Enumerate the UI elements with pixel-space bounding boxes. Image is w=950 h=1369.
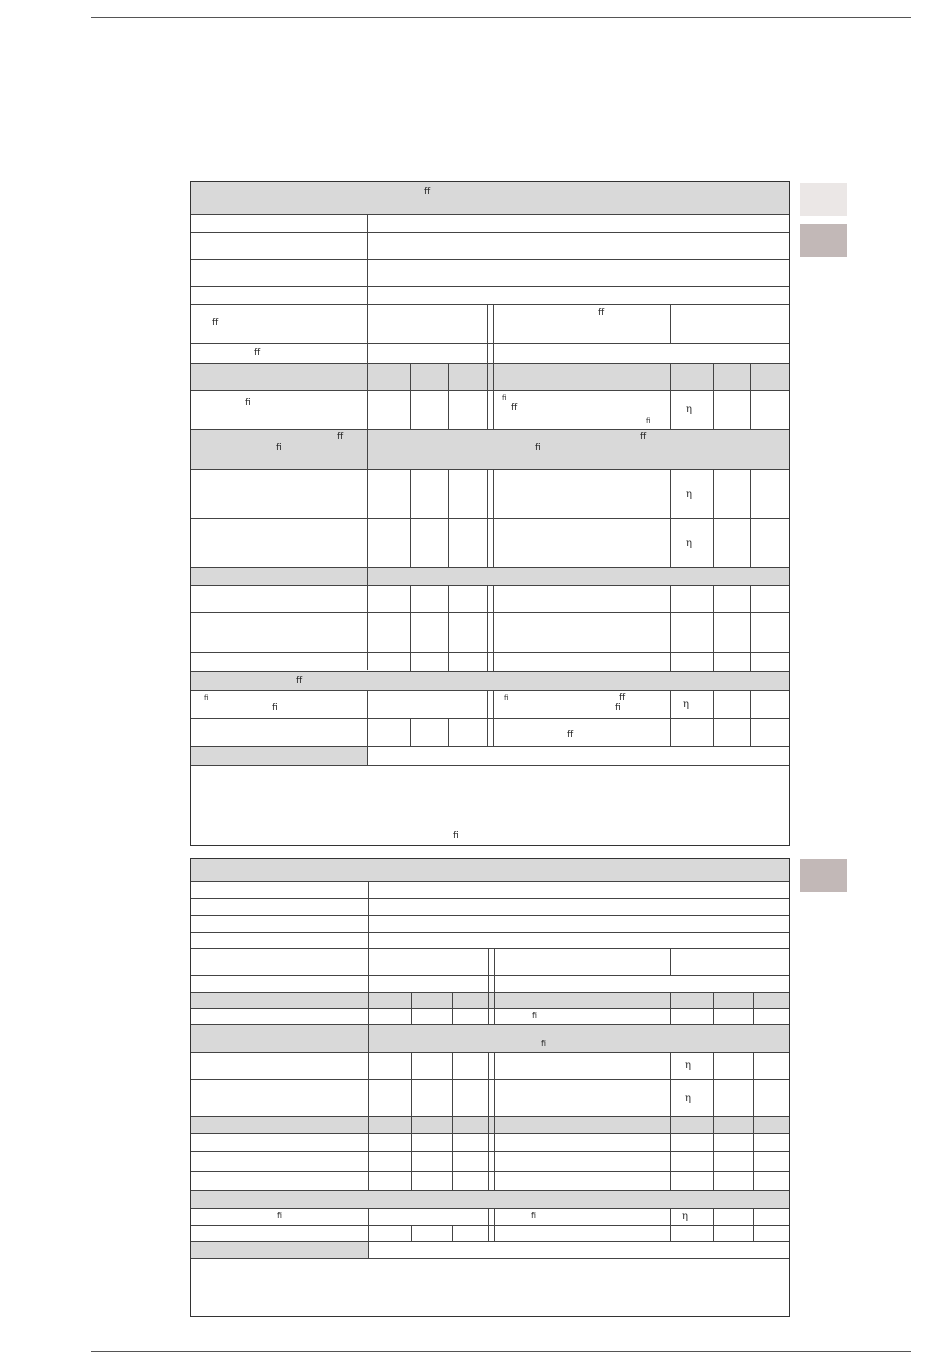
grid-line — [750, 469, 751, 567]
form2-r12-eta: η — [685, 1093, 691, 1104]
grid-line — [488, 1052, 489, 1190]
grid-line — [191, 567, 789, 568]
grid-line — [493, 304, 494, 429]
grid-line — [670, 1208, 671, 1241]
grid-line — [713, 1208, 714, 1241]
grid-line — [191, 1151, 789, 1152]
grid-line — [411, 1225, 412, 1241]
grid-line — [191, 915, 789, 916]
grid-line — [368, 1208, 369, 1258]
bottom-rule — [91, 1351, 911, 1352]
grid-line — [713, 585, 714, 671]
grid-line — [191, 612, 789, 613]
form1-r11-eta: η — [686, 489, 692, 500]
form1-r9-right-glyph-1: fi — [502, 394, 507, 402]
form1-notes-glyph: fi — [453, 831, 459, 841]
grid-line — [448, 585, 449, 671]
grid-line — [191, 518, 789, 519]
grid-line — [191, 881, 789, 882]
grid-line — [493, 469, 494, 567]
grid-line — [191, 1024, 789, 1025]
grid-line — [670, 469, 671, 567]
grid-line — [493, 585, 494, 671]
form1-sec1-right-glyph-2: fi — [535, 443, 541, 453]
grid-line — [191, 1079, 789, 1080]
form1-r9-eta: η — [686, 404, 692, 415]
form1-section-3 — [191, 671, 789, 690]
grid-line — [452, 992, 453, 1024]
grid-line — [670, 992, 671, 1024]
grid-line — [368, 881, 369, 1190]
form2-title-band — [191, 859, 789, 881]
grid-line — [191, 690, 789, 691]
form1-r17-right-glyph-2: ff — [619, 693, 626, 703]
grid-line — [753, 1208, 754, 1241]
grid-line — [488, 1208, 489, 1241]
grid-line — [191, 746, 789, 747]
grid-line — [191, 718, 789, 719]
grid-line — [191, 765, 789, 766]
grid-line — [191, 390, 789, 391]
form1-r17-glyph-1: fi — [204, 694, 209, 702]
grid-line — [410, 363, 411, 429]
grid-line — [191, 992, 789, 993]
grid-line — [487, 304, 488, 429]
form1-section-2 — [191, 567, 789, 585]
form1-r17-glyph-2: fi — [272, 703, 278, 713]
grid-line — [191, 286, 789, 287]
grid-line — [191, 259, 789, 260]
grid-line — [487, 690, 488, 746]
grid-line — [452, 1225, 453, 1241]
form1-r9-right-glyph-3: fi — [646, 417, 651, 425]
form1-r12-eta: η — [686, 538, 692, 549]
form2-footer-label — [191, 1241, 368, 1258]
form2-r17-eta: η — [682, 1211, 688, 1222]
form2-header-row — [191, 992, 789, 1008]
form1-sec1-glyph-1: ff — [337, 432, 344, 442]
grid-line — [191, 898, 789, 899]
grid-line — [670, 363, 671, 429]
form1-r18-right-glyph: ff — [567, 730, 574, 740]
form2-section-3 — [191, 1190, 789, 1208]
grid-line — [448, 718, 449, 746]
form1-header-row — [191, 363, 789, 390]
grid-line — [670, 304, 671, 343]
grid-line — [410, 718, 411, 746]
grid-line — [191, 363, 789, 364]
grid-line — [410, 585, 411, 671]
form2-r9-right-glyph: fi — [532, 1011, 538, 1020]
grid-line — [191, 469, 789, 470]
grid-line — [191, 585, 789, 586]
grid-line — [670, 585, 671, 671]
grid-line — [750, 363, 751, 429]
grid-line — [670, 948, 671, 975]
grid-line — [191, 1052, 789, 1053]
form1-r9-glyph: fi — [245, 398, 251, 408]
grid-line — [452, 1052, 453, 1190]
grid-line — [753, 1052, 754, 1190]
grid-line — [191, 429, 789, 430]
grid-line — [750, 690, 751, 746]
grid-line — [191, 1116, 789, 1117]
side-tab-1[interactable] — [800, 183, 847, 216]
form1-r6-glyph: ff — [212, 318, 219, 328]
grid-line — [191, 304, 789, 305]
form1-title-band — [191, 182, 789, 214]
form1-sec1-right-glyph-1: ff — [640, 432, 647, 442]
form2-section-2 — [191, 1116, 789, 1133]
grid-line — [448, 363, 449, 429]
side-tab-3[interactable] — [800, 859, 847, 892]
form1-footer-label — [191, 746, 367, 765]
grid-line — [753, 992, 754, 1024]
form-table-1 — [190, 181, 790, 846]
grid-line — [670, 1052, 671, 1190]
grid-line — [488, 948, 489, 1024]
grid-line — [191, 1008, 789, 1009]
side-tab-2[interactable] — [800, 224, 847, 257]
form2-r17-glyph: fi — [277, 1211, 283, 1220]
grid-line — [367, 214, 368, 670]
grid-line — [191, 1241, 789, 1242]
form-table-2 — [190, 858, 790, 1317]
grid-line — [191, 1190, 789, 1191]
grid-line — [493, 690, 494, 746]
form1-sec1-glyph-2: fi — [276, 443, 282, 453]
form1-r17-right-glyph-3: fi — [615, 703, 621, 713]
grid-line — [191, 1171, 789, 1172]
grid-line — [713, 992, 714, 1024]
grid-line — [411, 1052, 412, 1190]
grid-line — [191, 948, 789, 949]
grid-line — [191, 1258, 789, 1259]
form2-section-1 — [191, 1024, 789, 1052]
grid-line — [494, 1052, 495, 1190]
grid-line — [670, 690, 671, 746]
form1-sec3-glyph: ff — [296, 676, 303, 686]
form1-r6-right-glyph: ff — [598, 308, 605, 318]
grid-line — [713, 690, 714, 746]
grid-line — [191, 1208, 789, 1209]
form1-r7-glyph: ff — [254, 348, 261, 358]
grid-line — [750, 585, 751, 671]
form1-r17-right-glyph-1: fi — [504, 694, 509, 702]
grid-line — [191, 652, 789, 653]
grid-line — [191, 232, 789, 233]
grid-line — [191, 975, 789, 976]
grid-line — [713, 469, 714, 567]
grid-line — [713, 363, 714, 429]
grid-line — [191, 1225, 789, 1226]
grid-line — [448, 469, 449, 567]
form1-r17-eta: η — [683, 699, 689, 710]
grid-line — [487, 585, 488, 671]
form2-r11-eta: η — [685, 1060, 691, 1071]
grid-line — [191, 671, 789, 672]
form1-title-glyph: ff — [424, 187, 431, 197]
grid-line — [494, 1208, 495, 1241]
grid-line — [410, 469, 411, 567]
grid-line — [494, 948, 495, 1024]
grid-line — [411, 992, 412, 1024]
form1-r9-right-glyph-2: ff — [511, 403, 518, 413]
grid-line — [191, 343, 789, 344]
top-rule — [91, 17, 911, 18]
grid-line — [367, 690, 368, 765]
grid-line — [191, 214, 789, 215]
grid-line — [191, 932, 789, 933]
grid-line — [487, 469, 488, 567]
grid-line — [713, 1052, 714, 1190]
form2-r17-right-glyph: fi — [531, 1211, 537, 1220]
form2-sec1-right-glyph: fi — [541, 1039, 547, 1048]
grid-line — [191, 1133, 789, 1134]
